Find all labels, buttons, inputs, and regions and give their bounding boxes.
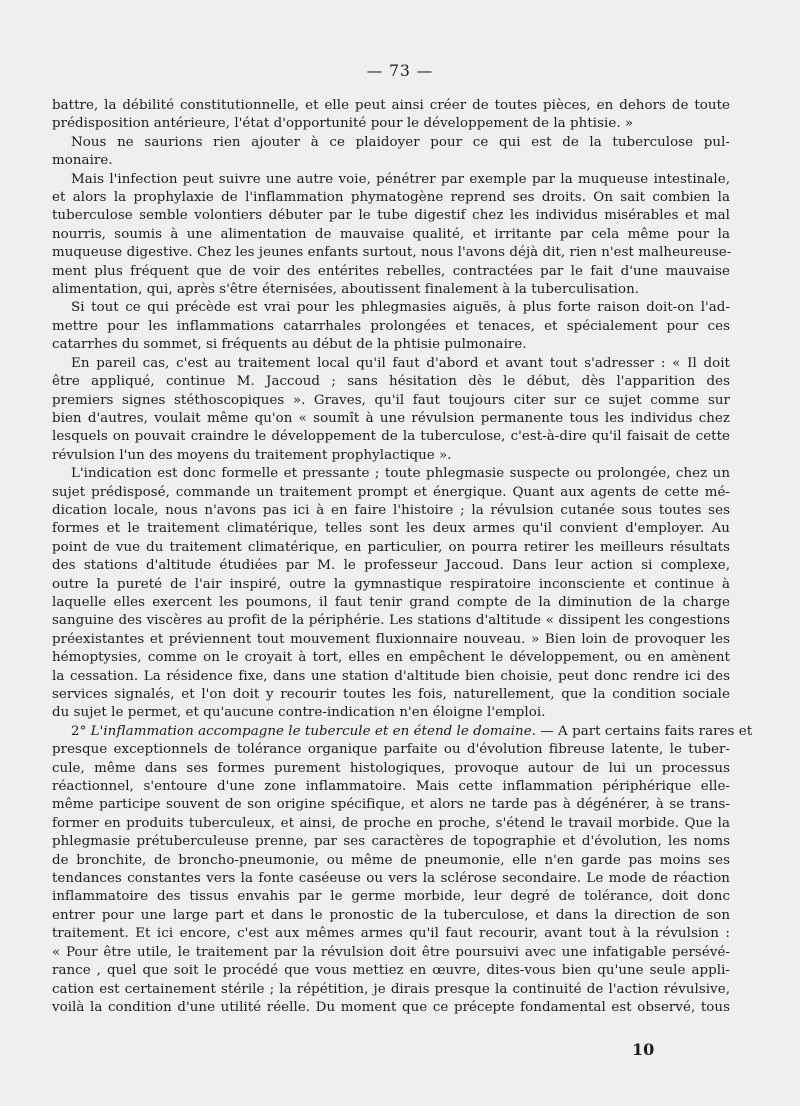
- text-line: de bronchite, de broncho-pneumonie, ou même de pneumonie, elle n'en garde pas moins ses: [52, 852, 730, 868]
- text-line: sujet prédisposé, commande un traitement prompt et énergique. Quant aux agents de cette mé-: [52, 484, 730, 500]
- text-line: Nous ne saurions rien ajouter à ce plaidoyer pour ce qui est de la tuberculose pul-: [71, 134, 730, 150]
- text-line: dication locale, nous n'avons pas ici à en faire l'histoire ; la révulsion cutanée sous toutes ses: [52, 502, 730, 518]
- text-line: « Pour être utile, le traitement par la révulsion doit être poursuivi avec une infatigable persévé-: [52, 944, 730, 960]
- text-line: inflammatoire des tissus envahis par le germe morbide, leur degré de tolérance, doit donc: [52, 889, 730, 905]
- text-line: premiers signes stéthoscopiques ». Graves, qu'il faut toujours citer sur ce sujet comme sur: [52, 392, 730, 408]
- text-line: point de vue du traitement climatérique, en particulier, on pourra retirer les meilleurs résultats: [52, 539, 730, 555]
- text-line: révulsion l'un des moyens du traitement prophylactique ».: [52, 447, 452, 463]
- text-line: catarrhes du sommet, si fréquents au début de la phtisie pulmonaire.: [52, 337, 527, 353]
- text-line: préexistantes et préviennent tout mouvement fluxionnaire nouveau. » Bien loin de provoquer les: [52, 631, 730, 647]
- text-line: monaire.: [52, 153, 113, 169]
- text-line: sanguine des viscères au profit de la périphérie. Les stations d'altitude « dissipent les congestions: [52, 613, 730, 629]
- text-line: tuberculose semble volontiers débuter par le tube digestif chez les individus misérables et mal: [52, 208, 730, 224]
- text-line: hémoptysies, comme on le croyait à tort, elles en empêchent le développement, ou en amènent: [52, 650, 730, 666]
- text-line: du sujet le permet, et qu'aucune contre-indication n'en éloigne l'emploi.: [52, 705, 546, 721]
- text-line: Si tout ce qui précède est vrai pour les phlegmasies aiguës, à plus forte raison doit-on l'ad-: [71, 300, 730, 316]
- text-line: battre, la débilité constitutionnelle, et elle peut ainsi créer de toutes pièces, en dehors de toute: [52, 98, 730, 113]
- text-line: même participe souvent de son origine spécifique, et alors ne tarde pas à dégénérer, à se trans-: [52, 797, 730, 813]
- text-line: ment plus fréquent que de voir des entérites rebelles, contractées par le fait d'une mauvaise: [52, 263, 730, 279]
- text-line: voilà la condition d'une utilité réelle. Du moment que ce précepte fondamental est observé, tous: [52, 999, 730, 1015]
- text-line: bien d'autres, voulait même qu'on « soumît à une révulsion permanente tous les individus chez: [52, 410, 730, 426]
- page-number: — 73 —: [366, 62, 434, 80]
- text-line: outre la pureté de l'air inspiré, outre la gymnastique respiratoire inconsciente et continue à: [52, 576, 730, 592]
- text-line: cation est certainement stérile ; la répétition, je dirais presque la continuité de l'action révulsive,: [52, 981, 730, 997]
- text-line: des stations d'altitude étudiées par M. le professeur Jaccoud. Dans leur action si complexe,: [52, 558, 730, 574]
- text-line: être appliqué, continue M. Jaccoud ; sans hésitation dès le début, dès l'apparition des: [52, 374, 730, 390]
- text-line: mettre pour les inflammations catarrhales prolongées et tenaces, et spécialement pour ces: [52, 318, 730, 334]
- text-line: réactionnel, s'entoure d'une zone inflammatoire. Mais cette inflammation périphérique elle-: [52, 779, 730, 795]
- section-number: 2°: [71, 723, 87, 739]
- text-line: rance , quel que soit le procédé que vous mettiez en œuvre, dites-vous bien qu'une seule appli-: [52, 963, 730, 979]
- text-line: muqueuse digestive. Chez les jeunes enfants surtout, nous l'avons déjà dit, rien n'est malheureuse-: [52, 245, 732, 261]
- body-text: [52, 97, 753, 1017]
- text-line: prédisposition antérieure, l'état d'opportunité pour le développement de la phtisie. »: [52, 116, 634, 132]
- section-text: — A part certains faits rares et: [540, 723, 753, 739]
- signature-mark: 10: [632, 1040, 655, 1059]
- text-line: la cessation. La résidence fixe, dans une station d'altitude bien choisie, peut donc rendre ici des: [52, 668, 730, 684]
- section-heading-line: [52, 723, 753, 741]
- text-line: Mais l'infection peut suivre une autre voie, pénétrer par exemple par la muqueuse intestinale,: [71, 171, 730, 187]
- text-line: tendances constantes vers la fonte caséeuse ou vers la sclérose secondaire. Le mode de réaction: [52, 871, 730, 887]
- text-line: L'indication est donc formelle et pressante ; toute phlegmasie suspecte ou prolongée, chez un: [71, 466, 730, 482]
- text-line: alimentation, qui, après s'être éternisées, aboutissent finalement à la tuberculisation.: [52, 282, 640, 298]
- section-title: L'inflammation accompagne le tubercule et en étend le domaine.: [90, 723, 536, 739]
- text-line: traitement. Et ici encore, c'est aux mêmes armes qu'il faut recourir, avant tout à la révulsion :: [52, 926, 730, 942]
- text-line: nourris, soumis à une alimentation de mauvaise qualité, et irritante par cela même pour la: [52, 226, 730, 242]
- text-line: former en produits tuberculeux, et ainsi, de proche en proche, s'étend le travail morbide. Que la: [52, 815, 730, 831]
- text-line: laquelle elles exercent les poumons, il faut tenir grand compte de la diminution de la charge: [52, 594, 730, 610]
- text-line: cule, même dans ses formes purement histologiques, provoque autour de lui un processus: [52, 760, 730, 776]
- text-line: et alors la prophylaxie de l'inflammation phymatogène reprend ses droits. On sait combien la: [52, 190, 730, 206]
- text-line: lesquels on pouvait craindre le développement de la tuberculose, c'est-à-dire qu'il faisait de cette: [52, 429, 730, 445]
- text-line: phlegmasie prétuberculeuse prenne, par ses caractères de topographie et d'évolution, les noms: [52, 834, 730, 850]
- text-line: presque exceptionnels de tolérance organique parfaite ou d'évolution fibreuse latente, le tuber-: [52, 742, 730, 758]
- text-line: services signalés, et l'on doit y recourir toutes les fois, naturellement, que la condition sociale: [52, 687, 730, 702]
- text-line: formes et le traitement climatérique, telles sont les deux armes qu'il convient d'employer. Au: [52, 521, 730, 537]
- text-line: entrer pour une large part et dans le pronostic de la tuberculose, et dans la direction de son: [52, 907, 730, 923]
- text-line: En pareil cas, c'est au traitement local qu'il faut d'abord et avant tout s'adresser : « Il doit: [71, 355, 730, 371]
